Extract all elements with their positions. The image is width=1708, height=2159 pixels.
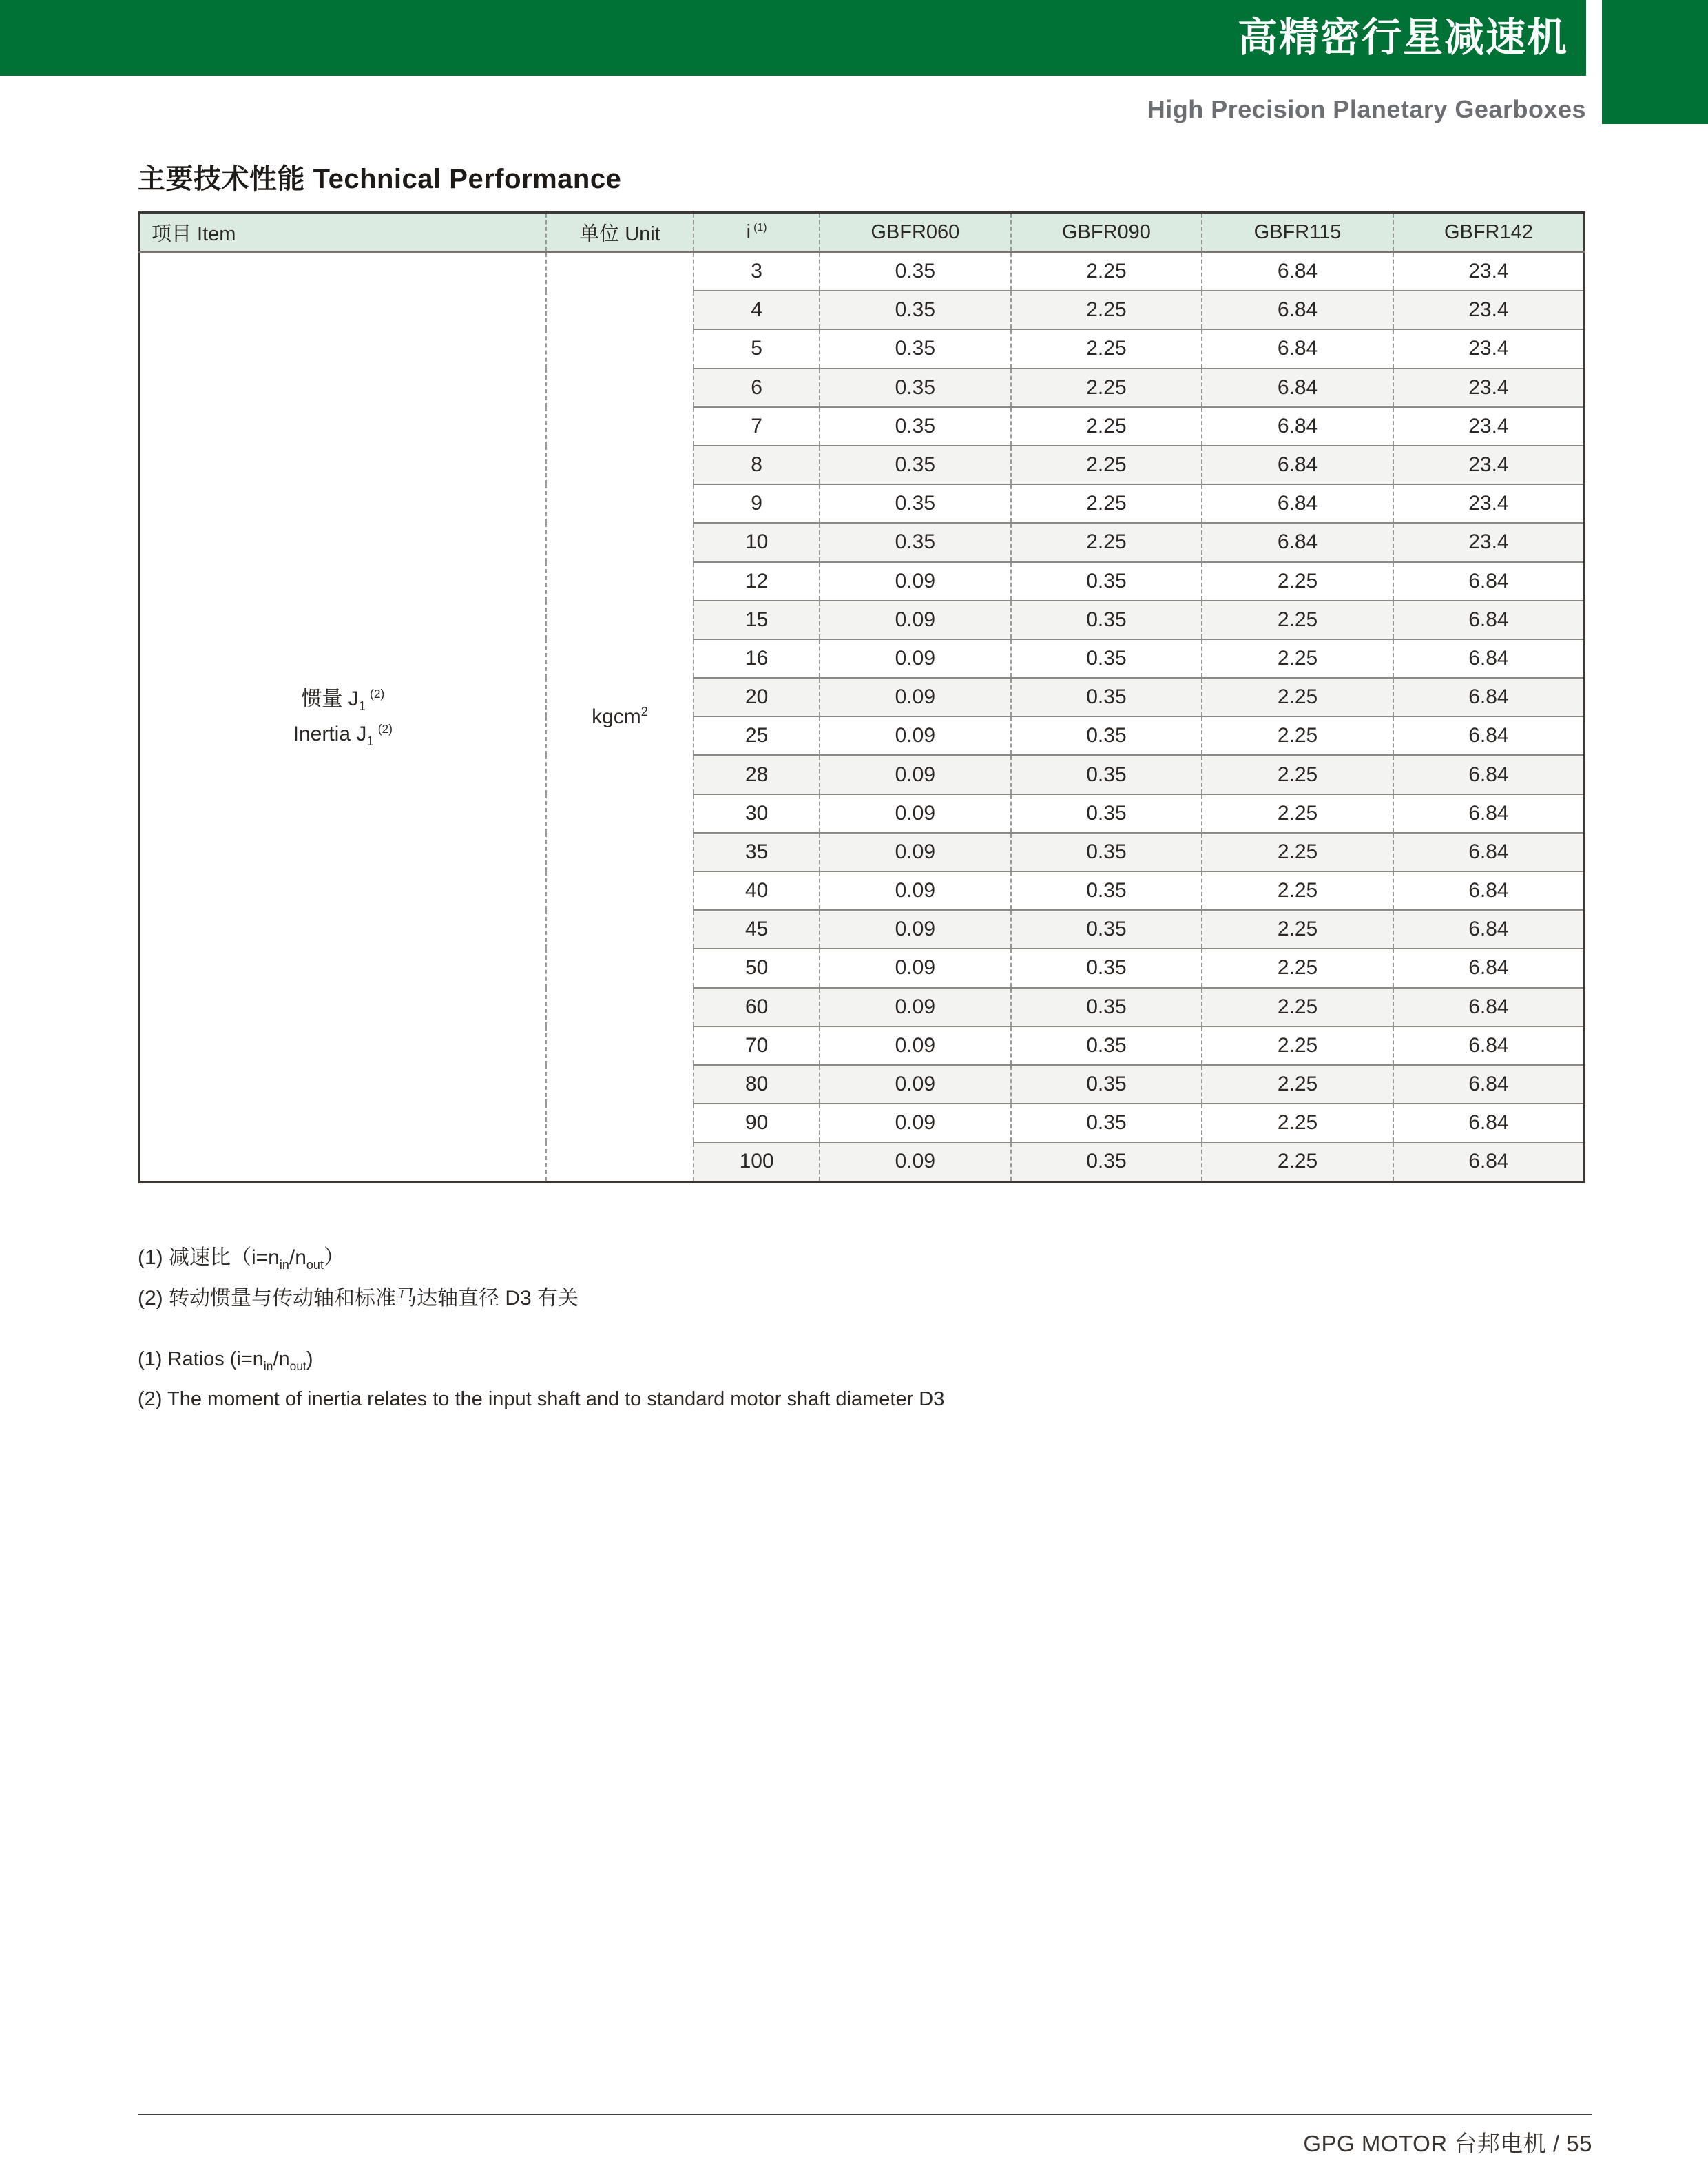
table-body <box>140 252 1585 1182</box>
value-cell: 23.4 <box>1393 291 1585 329</box>
ratio-cell: 16 <box>694 639 820 678</box>
value-cell: 6.84 <box>1202 252 1393 291</box>
value-cell: 2.25 <box>1202 988 1393 1026</box>
ratio-cell: 25 <box>694 716 820 755</box>
value-cell: 23.4 <box>1393 329 1585 368</box>
value-cell: 6.84 <box>1393 562 1585 601</box>
value-cell: 6.84 <box>1202 291 1393 329</box>
value-cell: 2.25 <box>1011 329 1202 368</box>
value-cell: 0.35 <box>1011 1142 1202 1181</box>
value-cell: 0.35 <box>1011 678 1202 716</box>
value-cell: 2.25 <box>1011 484 1202 523</box>
value-cell: 2.25 <box>1202 678 1393 716</box>
header-banner <box>0 0 1586 76</box>
performance-table <box>138 211 1585 1183</box>
value-cell: 2.25 <box>1202 639 1393 678</box>
value-cell: 2.25 <box>1011 252 1202 291</box>
value-cell: 2.25 <box>1011 407 1202 446</box>
value-cell: 0.09 <box>820 1026 1011 1065</box>
footnote-line: (1) 减速比$(i=n_{in}/n_{out})$ <box>138 1246 344 1272</box>
value-cell: 6.84 <box>1393 639 1585 678</box>
value-cell: 0.35 <box>1011 562 1202 601</box>
value-cell: 2.25 <box>1011 369 1202 407</box>
value-cell: 2.25 <box>1202 601 1393 639</box>
value-cell: 2.25 <box>1202 562 1393 601</box>
value-cell: 6.84 <box>1393 1065 1585 1104</box>
value-cell: 2.25 <box>1202 794 1393 833</box>
ratio-cell: 90 <box>694 1104 820 1142</box>
col-header-model-gbfr090: GBFR090 <box>1011 213 1202 252</box>
value-cell: 0.09 <box>820 988 1011 1026</box>
value-cell: 6.84 <box>1202 369 1393 407</box>
value-cell: 6.84 <box>1393 1026 1585 1065</box>
col-header-model-gbfr115: GBFR115 <box>1202 213 1393 252</box>
footnote-line: (1) Ratios $(i=n_{in}/n_{out})$ <box>138 1347 313 1373</box>
ratio-cell: 5 <box>694 329 820 368</box>
value-cell: 2.25 <box>1202 755 1393 794</box>
value-cell: 0.09 <box>820 716 1011 755</box>
value-cell: 2.25 <box>1202 871 1393 910</box>
value-cell: 23.4 <box>1393 523 1585 561</box>
col-header-model-gbfr060: GBFR060 <box>820 213 1011 252</box>
value-cell: 6.84 <box>1393 988 1585 1026</box>
ratio-cell: 20 <box>694 678 820 716</box>
col-header-item: 项目 Item <box>140 213 546 252</box>
value-cell: 6.84 <box>1393 871 1585 910</box>
value-cell: 2.25 <box>1202 910 1393 949</box>
value-cell: 2.25 <box>1011 523 1202 561</box>
value-cell: 0.35 <box>820 407 1011 446</box>
value-cell: 2.25 <box>1202 1065 1393 1104</box>
value-cell: 2.25 <box>1011 446 1202 484</box>
value-cell: 0.09 <box>820 1142 1011 1181</box>
value-cell: 0.09 <box>820 1104 1011 1142</box>
footnote-line: (2) 转动惯量与传动轴和标准马达轴直径 D3 有关 <box>138 1287 579 1310</box>
value-cell: 0.09 <box>820 1065 1011 1104</box>
section-title: 主要技术性能 Technical Performance <box>138 164 622 194</box>
value-cell: 6.84 <box>1393 910 1585 949</box>
footer-divider <box>138 2114 1592 2115</box>
performance-table-wrap <box>138 211 1585 1183</box>
value-cell: 0.35 <box>1011 601 1202 639</box>
value-cell: 6.84 <box>1393 794 1585 833</box>
ratio-cell: 7 <box>694 407 820 446</box>
value-cell: 0.35 <box>820 369 1011 407</box>
table-row <box>140 252 1585 291</box>
unit-cell: kgcm$^2$ <box>546 252 694 1182</box>
ratio-cell: 6 <box>694 369 820 407</box>
value-cell: 2.25 <box>1202 1104 1393 1142</box>
value-cell: 0.35 <box>1011 755 1202 794</box>
ratio-cell: 8 <box>694 446 820 484</box>
value-cell: 6.84 <box>1393 678 1585 716</box>
value-cell: 0.35 <box>1011 716 1202 755</box>
value-cell: 0.35 <box>1011 794 1202 833</box>
header-subtitle: High Precision Planetary Gearboxes <box>1147 95 1586 123</box>
value-cell: 0.35 <box>1011 871 1202 910</box>
value-cell: 2.25 <box>1202 1026 1393 1065</box>
value-cell: 0.35 <box>1011 910 1202 949</box>
value-cell: 23.4 <box>1393 446 1585 484</box>
value-cell: 6.84 <box>1393 716 1585 755</box>
value-cell: 2.25 <box>1202 1142 1393 1181</box>
table-header-row <box>140 213 1585 252</box>
value-cell: 2.25 <box>1011 291 1202 329</box>
value-cell: 0.35 <box>1011 833 1202 871</box>
value-cell: 6.84 <box>1393 755 1585 794</box>
value-cell: 0.09 <box>820 949 1011 987</box>
ratio-cell: 10 <box>694 523 820 561</box>
ratio-cell: 30 <box>694 794 820 833</box>
value-cell: 0.09 <box>820 794 1011 833</box>
item-cell <box>140 252 546 1182</box>
value-cell: 0.35 <box>820 523 1011 561</box>
value-cell: 6.84 <box>1202 407 1393 446</box>
value-cell: 0.35 <box>820 329 1011 368</box>
value-cell: 0.35 <box>820 291 1011 329</box>
banner-title: 高精密行星减速机 <box>1237 15 1568 60</box>
value-cell: 2.25 <box>1202 949 1393 987</box>
value-cell: 23.4 <box>1393 407 1585 446</box>
value-cell: 6.84 <box>1202 446 1393 484</box>
value-cell: 23.4 <box>1393 252 1585 291</box>
value-cell: 6.84 <box>1393 949 1585 987</box>
ratio-cell: 70 <box>694 1026 820 1065</box>
value-cell: 0.35 <box>1011 1104 1202 1142</box>
ratio-cell: 9 <box>694 484 820 523</box>
corner-green-block <box>1602 0 1708 124</box>
value-cell: 6.84 <box>1202 329 1393 368</box>
value-cell: 6.84 <box>1202 484 1393 523</box>
value-cell: 0.09 <box>820 601 1011 639</box>
value-cell: 0.35 <box>1011 949 1202 987</box>
value-cell: 0.35 <box>1011 1026 1202 1065</box>
ratio-cell: 4 <box>694 291 820 329</box>
value-cell: 0.09 <box>820 755 1011 794</box>
value-cell: 6.84 <box>1393 833 1585 871</box>
ratio-cell: 40 <box>694 871 820 910</box>
value-cell: 0.35 <box>1011 1065 1202 1104</box>
ratio-cell: 45 <box>694 910 820 949</box>
value-cell: 2.25 <box>1202 716 1393 755</box>
value-cell: 0.35 <box>820 484 1011 523</box>
value-cell: 0.09 <box>820 639 1011 678</box>
col-header-unit: 单位 Unit <box>546 213 694 252</box>
value-cell: 6.84 <box>1393 1142 1585 1181</box>
col-header-ratio: i $^{(1)}$ <box>694 213 820 252</box>
value-cell: 0.35 <box>820 446 1011 484</box>
value-cell: 2.25 <box>1202 833 1393 871</box>
value-cell: 6.84 <box>1202 523 1393 561</box>
ratio-cell: 80 <box>694 1065 820 1104</box>
ratio-cell: 35 <box>694 833 820 871</box>
footnote-line: (2) The moment of inertia relates to the input shaft and to standard motor shaft diameter D3 <box>138 1388 945 1411</box>
value-cell: 0.09 <box>820 678 1011 716</box>
ratio-cell: 50 <box>694 949 820 987</box>
footnotes <box>138 1244 1377 1425</box>
value-cell: 0.35 <box>1011 988 1202 1026</box>
value-cell: 0.09 <box>820 562 1011 601</box>
value-cell: 6.84 <box>1393 1104 1585 1142</box>
footer-page-label: GPG MOTOR 台邦电机 / 55 <box>1303 2131 1592 2156</box>
value-cell: 0.09 <box>820 871 1011 910</box>
item-label-zh: 惯量 $J_1^{(2)}$ <box>301 686 385 713</box>
value-cell: 23.4 <box>1393 369 1585 407</box>
ratio-cell: 100 <box>694 1142 820 1181</box>
col-header-model-gbfr142: GBFR142 <box>1393 213 1585 252</box>
value-cell: 0.35 <box>1011 639 1202 678</box>
ratio-cell: 12 <box>694 562 820 601</box>
item-label-en: Inertia $J_1^{(2)}$ <box>293 722 393 749</box>
value-cell: 0.35 <box>820 252 1011 291</box>
value-cell: 0.09 <box>820 833 1011 871</box>
ratio-cell: 15 <box>694 601 820 639</box>
value-cell: 0.09 <box>820 910 1011 949</box>
value-cell: 23.4 <box>1393 484 1585 523</box>
value-cell: 6.84 <box>1393 601 1585 639</box>
ratio-cell: 3 <box>694 252 820 291</box>
ratio-cell: 60 <box>694 988 820 1026</box>
ratio-cell: 28 <box>694 755 820 794</box>
